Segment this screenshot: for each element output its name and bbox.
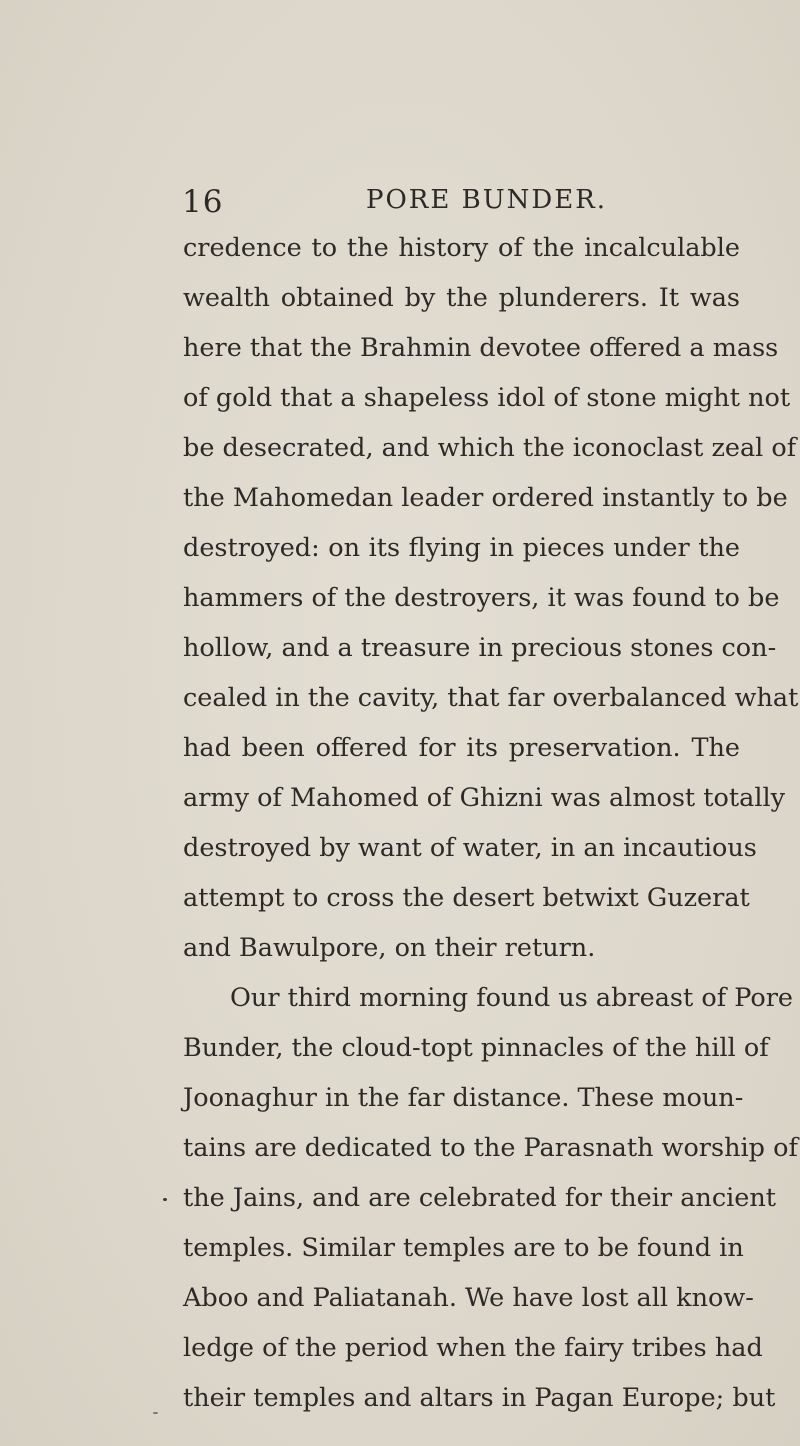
text-line: Aboo and Paliatanah. We have lost all know- [183, 1283, 754, 1313]
text-line: the Mahomedan leader ordered instantly to be [183, 483, 788, 513]
text-line: credence to the history of the incalculable [183, 233, 740, 263]
text-line: the Jains, and are celebrated for their ancient [183, 1183, 777, 1213]
text-line: their temples and altars in Pagan Europe; but [183, 1383, 776, 1413]
text-line: army of Mahomed of Ghizni was almost totally [183, 783, 786, 813]
text-line: Our third morning found us abreast of Pore [230, 983, 794, 1013]
paper-speck [163, 1198, 167, 1201]
text-line: hollow, and a treasure in precious stones con- [183, 633, 777, 663]
text-line: temples. Similar temples are to be found in [183, 1233, 744, 1263]
page-header [182, 184, 742, 224]
text-line: be desecrated, and which the iconoclast zeal of [183, 433, 797, 463]
text-line: had been offered for its preservation. The [183, 733, 740, 763]
text-line: destroyed: on its flying in pieces under the [183, 533, 740, 563]
text-line: here that the Brahmin devotee offered a mass [183, 333, 779, 363]
text-line: hammers of the destroyers, it was found to be [183, 583, 780, 613]
text-line: and Bawulpore, on their return. [183, 933, 596, 963]
text-line: destroyed by want of water, in an incautious [183, 833, 757, 863]
text-line: tains are dedicated to the Parasnath worship of [183, 1133, 798, 1163]
page-number: 16 [182, 184, 224, 220]
text-line: of gold that a shapeless idol of stone might not [183, 383, 791, 413]
text-line: attempt to cross the desert betwixt Guzerat [183, 883, 750, 913]
text-line: wealth obtained by the plunderers. It was [183, 283, 740, 313]
running-title: PORE BUNDER. [366, 185, 608, 215]
text-line: cealed in the cavity, that far overbalanced what [183, 683, 799, 713]
paper-speck [153, 1412, 158, 1414]
text-line: Bunder, the cloud-topt pinnacles of the hill of [183, 1033, 769, 1063]
text-line: ledge of the period when the fairy tribes had [183, 1333, 763, 1363]
text-line: Joonaghur in the far distance. These moun- [183, 1083, 744, 1113]
